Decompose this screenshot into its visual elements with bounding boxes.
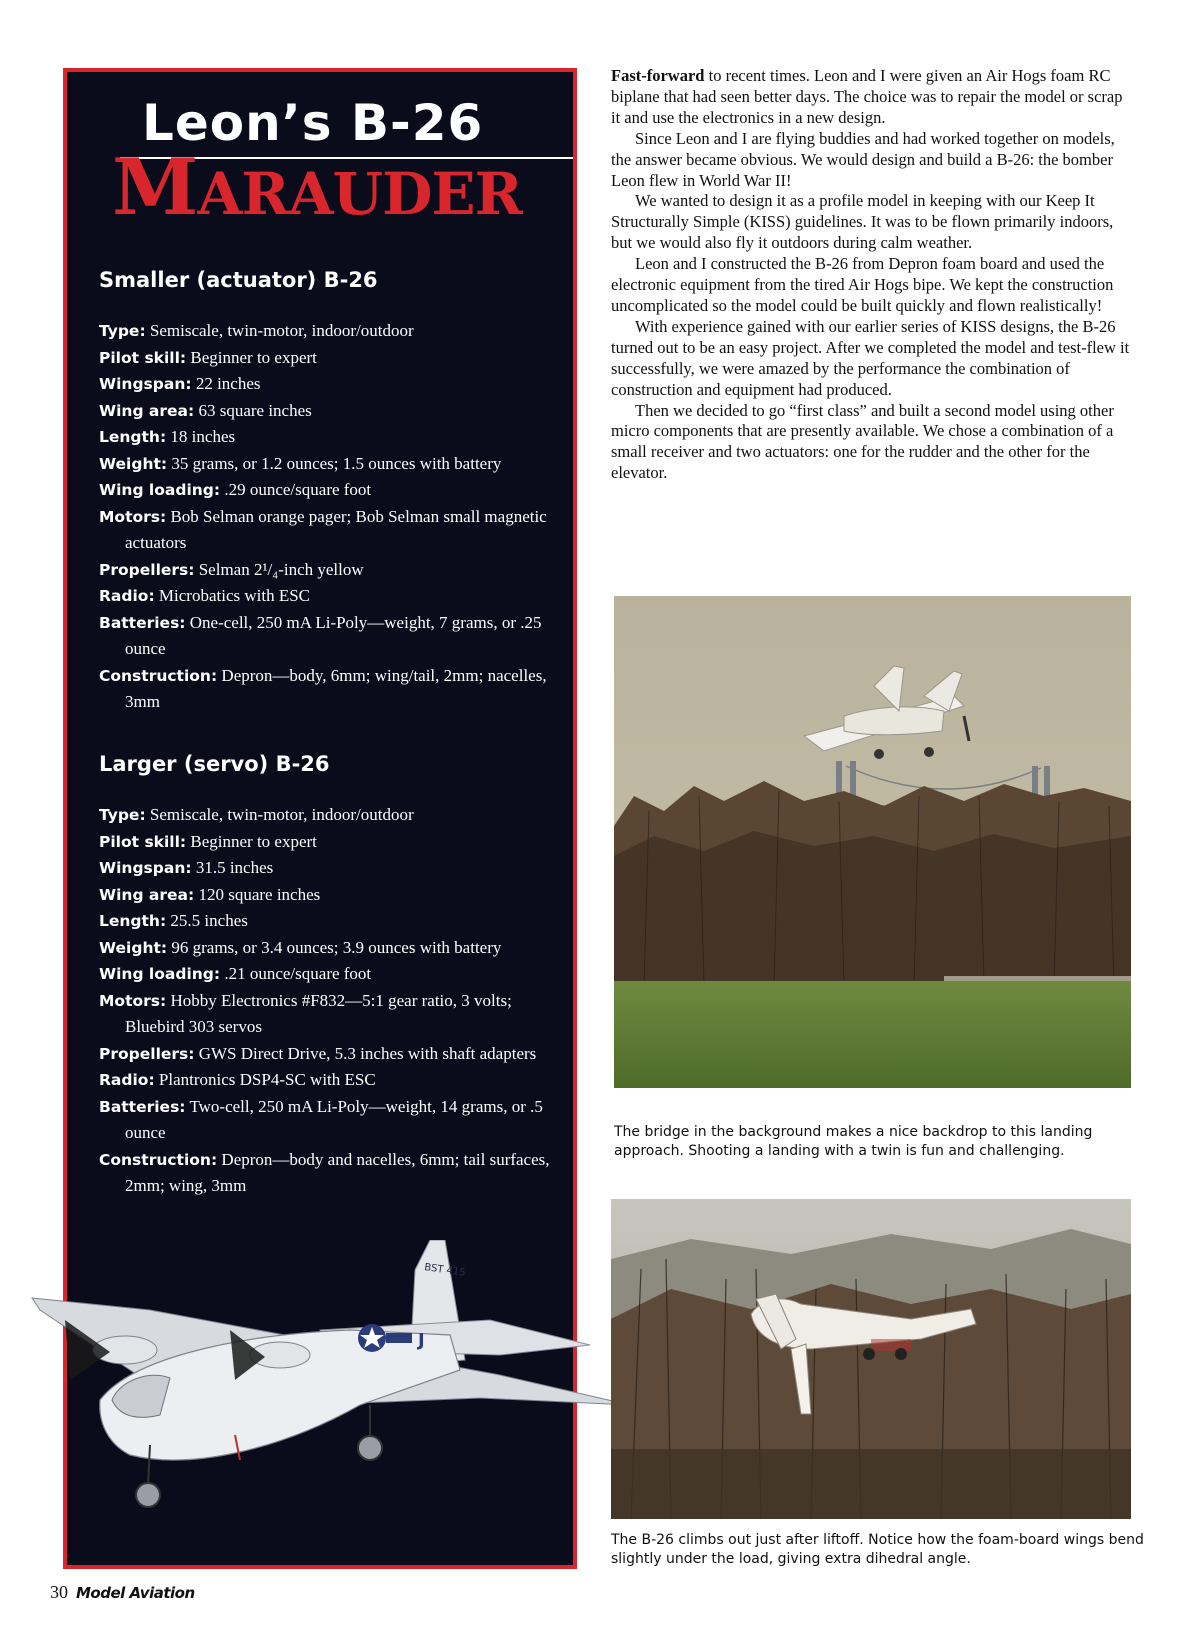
spec-item: Length: 25.5 inches [99, 911, 248, 930]
title-rest: ARAUDER [197, 160, 522, 228]
magazine-name: Model Aviation [76, 1584, 195, 1602]
spec-item: Wingspan: 22 inches [99, 374, 261, 393]
spec-item: Wingspan: 31.5 inches [99, 858, 274, 877]
title-initial: M [112, 142, 198, 233]
spec-item: Radio: Plantronics DSP4-SC with ESC [99, 1070, 376, 1089]
spec-item: Pilot skill: Beginner to expert [99, 347, 317, 367]
spec-item: Construction: Depron—body and nacelles, 6mm; tail surfaces, 2mm; wing, 3mm [99, 1149, 550, 1195]
article-title-line1: Leon’s B-26 [142, 94, 484, 152]
spec-item: Pilot skill: Beginner to expert [99, 831, 317, 851]
photo-climb-out [611, 1199, 1131, 1519]
spec-item: Weight: 35 grams, or 1.2 ounces; 1.5 ounces with battery [99, 453, 502, 473]
spec-item: Wing area: 63 square inches [99, 400, 312, 420]
article-body [611, 66, 1131, 484]
paragraph: Leon and I constructed the B-26 from Depron foam board and used the electronic equipment from the tired Air Hogs bipe. We kept the construction uncomplicated so the model could be built quickly and flown realistically! [611, 254, 1114, 315]
spec-item: Wing loading: .29 ounce/square foot [99, 480, 372, 499]
spec-item: Length: 18 inches [99, 427, 236, 446]
paragraph: We wanted to design it as a profile model in keeping with our Keep It Structurally Simple (KISS) guidelines. It was to be flown primarily indoors, but we would also fly it outdoors during calm weather. [611, 191, 1114, 253]
spec-item: Wing area: 120 square inches [99, 884, 321, 904]
spec-item: Propellers: Selman 2¹/₄-inch yellow [99, 559, 364, 579]
spec-item: Construction: Depron—body, 6mm; wing/tail, 2mm; nacelles, 3mm [99, 665, 547, 711]
photo-landing-approach [614, 596, 1131, 1088]
spec-item: Type: Semiscale, twin-motor, indoor/outdoor [99, 805, 414, 824]
spec-item: Wing loading: .21 ounce/square foot [99, 964, 372, 983]
spec-item: Motors: Hobby Electronics #F832—5:1 gear ratio, 3 volts; Bluebird 303 servos [99, 990, 512, 1036]
spec-item: Radio: Microbatics with ESC [99, 586, 311, 605]
specs-large-list [99, 802, 559, 1200]
page-number: 30 [50, 1582, 68, 1602]
paragraph: Fast-forward to recent times. Leon and I were given an Air Hogs foam RC biplane that had seen better days. The choice was to repair the model or scrap it and use the electronics in a new design. [611, 66, 1123, 127]
svg-text:BST 415: BST 415 [423, 1262, 467, 1279]
article-title-line2 [112, 142, 582, 233]
b26-model-illustration [30, 1240, 630, 1570]
spec-item: Weight: 96 grams, or 3.4 ounces; 3.9 ounces with battery [99, 937, 502, 957]
spec-item: Batteries: One-cell, 250 mA Li-Poly—weight, 7 grams, or .25 ounce [99, 612, 542, 658]
specs-large-heading: Larger (servo) B-26 [99, 752, 330, 776]
specs-small-list [99, 318, 559, 716]
paragraph: Since Leon and I are flying buddies and had worked together on models, the answer became obvious. We would design and build a B-26: the bomber Leon flew in World War II! [611, 128, 1115, 190]
page-footer [50, 1582, 195, 1603]
specs-small-heading: Smaller (actuator) B-26 [99, 268, 378, 292]
spec-item: Batteries: Two-cell, 250 mA Li-Poly—weight, 14 grams, or .5 ounce [99, 1096, 543, 1142]
spec-item: Propellers: GWS Direct Drive, 5.3 inches with shaft adapters [99, 1043, 537, 1063]
spec-item: Motors: Bob Selman orange pager; Bob Selman small magnetic actuators [99, 506, 547, 552]
spec-item: Type: Semiscale, twin-motor, indoor/outdoor [99, 321, 414, 340]
svg-text:J: J [418, 1330, 425, 1351]
caption-photo2: The B-26 climbs out just after liftoff. Notice how the foam-board wings bend slightly under the load, giving extra dihedral angle. [611, 1532, 1144, 1567]
caption-photo1: The bridge in the background makes a nice backdrop to this landing approach. Shooting a landing with a twin is fun and challenging. [614, 1124, 1093, 1159]
paragraph: With experience gained with our earlier series of KISS designs, the B-26 turned out to be an easy project. After we completed the model and test-flew it successfully, we were amazed by the performance the combination of construction and equipment had produced. [611, 316, 1130, 399]
paragraph: Then we decided to go “first class” and built a second model using other micro components that are presently available. We chose a combination of a small receiver and two actuators: one for the rudder and the other for the elevator. [611, 400, 1114, 483]
